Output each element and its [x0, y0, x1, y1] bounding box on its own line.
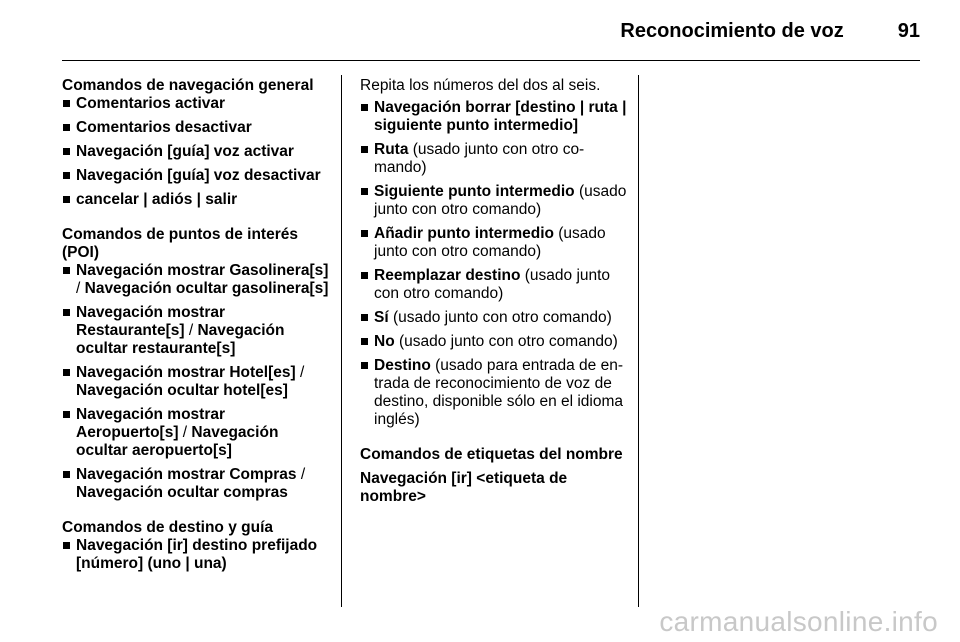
list-item: Navegación [guía] voz activar	[62, 143, 330, 161]
list-item: Navegación borrar [destino | ruta | siguiente punto intermedio]	[360, 99, 628, 135]
section-title: Comandos de etiquetas del nombre	[360, 446, 623, 463]
column-left	[62, 77, 330, 590]
bullet-icon	[361, 230, 368, 237]
section-destination	[62, 519, 330, 573]
section-title: Comandos de destino y guía	[62, 519, 273, 536]
list-item: Navegación mostrar Restaurante[s] / Navegación ocultar restaurante[s]	[62, 304, 330, 358]
bullet-icon	[63, 471, 70, 478]
column-divider	[341, 75, 342, 607]
list-item: Siguiente punto intermedio (usado junto con otro comando)	[360, 183, 628, 219]
list-item: Añadir punto intermedio (usado junto con otro comando)	[360, 225, 628, 261]
list-item: Navegación [ir] destino prefijado [número] (uno | una)	[62, 537, 330, 573]
column-divider	[638, 75, 639, 607]
bullet-icon	[63, 124, 70, 131]
list-item: Navegación mostrar Aeropuerto[s] / Navegación ocultar aeropuerto[s]	[62, 406, 330, 460]
command-list	[62, 95, 330, 209]
page-header	[62, 18, 920, 44]
column-middle	[360, 77, 628, 523]
page-title: Reconocimiento de voz	[620, 19, 844, 42]
bullet-icon	[361, 188, 368, 195]
bullet-icon	[63, 542, 70, 549]
list-item: Navegación mostrar Compras / Navegación ocultar compras	[62, 466, 330, 502]
section-general-navigation	[62, 77, 330, 209]
header-rule	[62, 60, 920, 61]
bullet-icon	[63, 309, 70, 316]
bullet-icon	[361, 314, 368, 321]
bullet-icon	[63, 196, 70, 203]
section-name-tags	[360, 446, 628, 506]
list-item: No (usado junto con otro comando)	[360, 333, 628, 351]
list-item: Navegación mostrar Hotel[es] / Navegación ocultar hotel[es]	[62, 364, 330, 400]
section-poi	[62, 226, 330, 502]
bullet-icon	[63, 411, 70, 418]
command-list	[62, 537, 330, 573]
bullet-icon	[63, 100, 70, 107]
bullet-icon	[63, 172, 70, 179]
name-tag-command: Navegación [ir] <etiqueta de nombre>	[360, 470, 568, 505]
list-item: cancelar | adiós | salir	[62, 191, 330, 209]
bullet-icon	[63, 148, 70, 155]
list-item: Comentarios activar	[62, 95, 330, 113]
bullet-icon	[361, 272, 368, 279]
list-item: Sí (usado junto con otro comando)	[360, 309, 628, 327]
bullet-icon	[361, 338, 368, 345]
list-item: Navegación mostrar Gasolinera[s] / Navegación ocultar gasolinera[s]	[62, 262, 330, 298]
bullet-icon	[361, 362, 368, 369]
list-item: Destino (usado para entrada de en-trada de reconocimiento de voz de destino, disponible sólo en el idioma inglés)	[360, 357, 628, 429]
command-list	[360, 99, 628, 429]
intro-text: Repita los números del dos al seis.	[360, 77, 601, 94]
list-item: Reemplazar destino (usado junto con otro comando)	[360, 267, 628, 303]
bullet-icon	[63, 267, 70, 274]
command-list	[62, 262, 330, 502]
bullet-icon	[361, 104, 368, 111]
page-number: 91	[897, 19, 920, 42]
section-title: Comandos de puntos de interés (POI)	[62, 226, 298, 261]
list-item: Ruta (usado junto con otro co-mando)	[360, 141, 628, 177]
list-item: Navegación [guía] voz desactivar	[62, 167, 330, 185]
bullet-icon	[361, 146, 368, 153]
list-item: Comentarios desactivar	[62, 119, 330, 137]
bullet-icon	[63, 369, 70, 376]
section-title: Comandos de navegación general	[62, 77, 314, 94]
watermark: carmanualsonline.info	[659, 606, 938, 637]
